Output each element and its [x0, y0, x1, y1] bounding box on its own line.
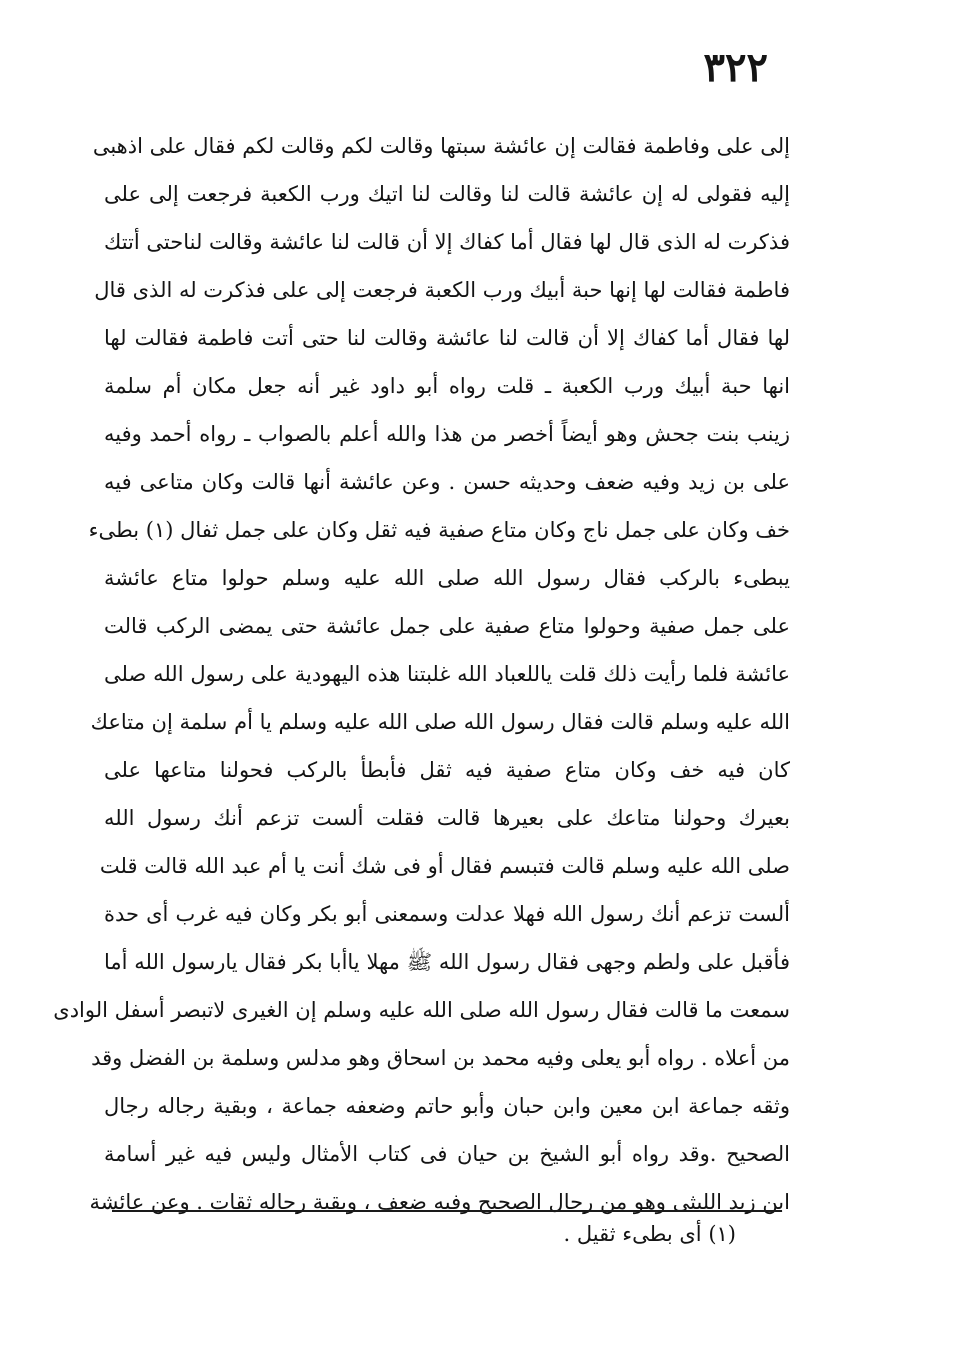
text-line: سمعت ما قالت فقال رسول الله صلى الله عليه وسلم إن الغيرى لاتبصر أسفل الوادى [53, 998, 790, 1022]
text-line: انها حبة أبيك ورب الكعبة ـ قلت رواه أبو داود غير أنه جعل مكان أم سلمة [104, 374, 790, 398]
text-line: الصحيح .وقد رواه أبو الشيخ بن حيان فى كتاب الأمثال وليس فيه غير أسامة [104, 1142, 790, 1166]
text-line: لها فقال أما كفاك إلا أن قالت لنا عائشة وقالت لنا حتى أتت فاطمة فقالت لها [104, 326, 790, 350]
text-line: على بن زيد وفيه ضعف وحديثه حسن . وعن عائشة أنها قالت وكان متاعى فيه [104, 470, 790, 494]
text-line: ألست تزعم أنك رسول الله فهلا عدلت وسمعنى أبو بكر وكان فيه غرب أى حدة [104, 902, 790, 926]
text-line: يبطىء بالركب فقال رسول الله صلى الله عليه وسلم حولوا متاع عائشة [104, 566, 790, 590]
text-line: بعيرك وحولنا متاعك على بعيرها قالت فقلت ألست تزعم أنك رسول الله [104, 806, 790, 830]
page-number: ٣٢٢ [703, 44, 768, 91]
footnote-separator [112, 1210, 782, 1212]
text-line: ابن زيد الليثى وهو من رجال الصحيح وفيه ضعف ، وبقية رجاله ثقات . وعن عائشة [89, 1190, 790, 1214]
text-line: فذكرت له الذى قال لها فقال أما كفاك إلا أن قالت لنا عائشة وقالت لناحتى أتتك [104, 230, 790, 254]
footnote: (١) أى بطىء ثقيل . [563, 1222, 736, 1246]
text-line: من أعلاه . رواه أبو يعلى وفيه محمد بن اسحاق وهو مدلس وسلمة بن الفضل وقد [91, 1046, 790, 1070]
text-line: وثقه جماعة ابن معين وابن حبان وأبو حاتم وضعفه جماعة ، وبقية رجاله رجال [104, 1094, 790, 1118]
text-line: صلى الله عليه وسلم قالت فتبسم فقال أو فى شك أنت يا أم عبد الله قالت قلت [99, 854, 790, 878]
text-line: عائشة فلما رأيت ذلك قلت ياللعباد الله غلبتنا هذه اليهودية على رسول الله صلى [104, 662, 790, 686]
body-text [53, 122, 790, 1226]
text-line: على جمل صفية وحولوا متاع صفية على جمل عائشة حتى يمضى الركب قالت [104, 614, 790, 638]
text-line: كان فيه خف وكان متاع صفية فيه ثقل فأبطأ بالركب فحولنا متاعها على [104, 758, 790, 782]
text-line: إلى على وفاطمة فقالت إن عائشة سبتها وقالت لكم وقالت لكم فقال على اذهبى [92, 134, 790, 158]
text-line: خف وكان على جمل ناج وكان متاع صفية فيه ثقل وكان على جمل ثفال (١) بطىء [88, 518, 790, 542]
text-line: الله عليه وسلم قالت فقال رسول الله صلى الله عليه وسلم يا أم سلمة إن متاعك [90, 710, 790, 734]
text-line: زينب بنت جحش وهو أيضاً أخصر من هذا والله أعلم بالصواب ـ رواه أحمد وفيه [104, 422, 790, 446]
text-line: فاطمة فقالت لها إنها حبة أبيك ورب الكعبة فرجعت إلى على فذكرت له الذى قال [94, 278, 790, 302]
text-line: إليه فقولى له إن عائشة قالت لنا وقالت لنا اتيك ورب الكعبة فرجعت إلى على [104, 182, 790, 206]
text-line: فأقبل على ولطم وجهى فقال رسول الله ﷺ مهلا ياأبا بكر فقال يارسول الله أما [104, 950, 790, 974]
